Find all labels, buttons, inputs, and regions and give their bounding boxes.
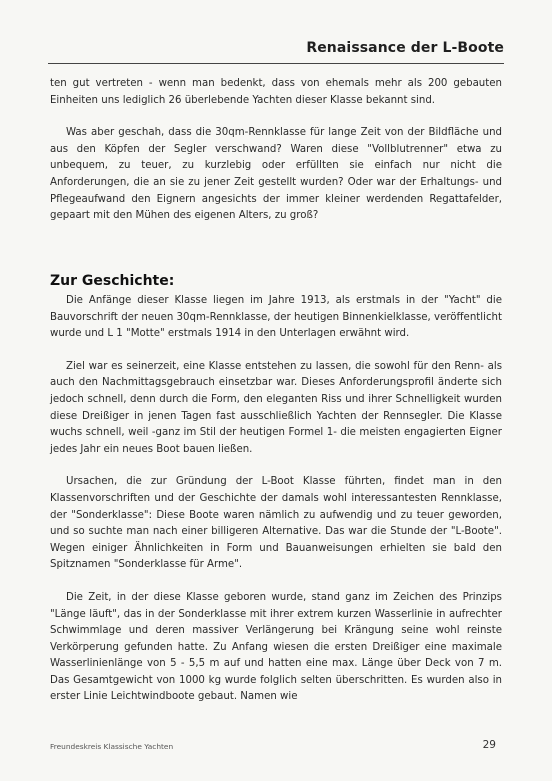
footer-publication: Freundeskreis Klassische Yachten bbox=[50, 742, 174, 751]
section-heading: Zur Geschichte: bbox=[50, 273, 175, 289]
paragraph: Die Anfänge dieser Klasse liegen im Jahre 1913, als erstmals in der "Yacht" die Bauvorschrift der neuen 30qm-Rennklasse, der heutigen Binnenkielklasse, veröffentlicht wurde und L 1 "Motte" erstmals 1914 in den Unterlagen erwähnt wird. bbox=[50, 295, 502, 340]
page-number: 29 bbox=[482, 739, 496, 751]
paragraph: Ursachen, die zur Gründung der L-Boot Klasse führten, findet man in den Klassenvorschriften und der Geschichte der damals wohl interessantesten Rennklasse, der "Sonderklasse": Diese Boote waren nämlich zu aufwendig und zu teuer geworden, und so suchte man nach einer billigeren Alternative. Das war die Stunde der "L-Boote". Wegen einiger Ähnlichkeiten in Form und Bauanweisungen erhielten sie bald den Spitznamen "Sonderklasse für Arme". bbox=[50, 476, 502, 571]
paragraph: Ziel war es seinerzeit, eine Klasse entstehen zu lassen, die sowohl für den Renn- als auch den Nachmittagsgebrauch einsetzbar war. Dieses Anforderungsprofil änderte sich jedoch schnell, denn durch die Form, den eleganten Riss und ihrer Schnelligkeit wurden diese Dreißiger in jenen Tagen fast ausschließlich Yachten der Rennsegler. Die Klasse wuchs schnell, weil -ganz im Stil der heutigen Formel 1- die meisten engagierten Eigner jedes Jahr ein neues Boot bauen ließen. bbox=[50, 360, 502, 455]
paragraph: Was aber geschah, dass die 30qm-Rennklasse für lange Zeit von der Bildfläche und aus den Köpfen der Segler verschwand? Waren diese "Vollblutrenner" etwa zu unbequem, zu teuer, zu kurzlebig oder erfüllten sie einfach nur nicht die Anforderungen, die an sie zu jener Zeit gestellt wurden? Oder war der Erhaltungs- und Pflegeaufwand den Eignern angesichts der immer kleiner werdenden Regattafelder, gepaart mit den Mühen des eigenen Alters, zu groß? bbox=[50, 127, 502, 222]
paragraph: ten gut vertreten - wenn man bedenkt, dass von ehemals mehr als 200 gebauten Einheiten uns lediglich 26 überlebende Yachten dieser Klasse bekannt sind. bbox=[50, 78, 502, 106]
running-title: Renaissance der L-Boote bbox=[306, 40, 504, 56]
paragraph: Die Zeit, in der diese Klasse geboren wurde, stand ganz im Zeichen des Prinzips "Länge läuft", das in der Sonderklasse mit ihrer extrem kurzen Wasserlinie in aufrechter Schwimmlage und deren massiver Verlängerung bei Krängung seine wohl reinste Verkörperung gefunden hatte. Zu Anfang wiesen die ersten Dreißiger eine maximale Wasserlinienlänge von 5 - 5,5 m auf und hatten eine max. Länge über Deck von 7 m. Das Gesamtgewicht von 1000 kg wurde folglich selten überschritten. Es wurden also in erster Linie Leichtwindboote gebaut. Namen wie bbox=[50, 591, 502, 703]
intro-text bbox=[50, 76, 502, 225]
header-rule bbox=[48, 63, 504, 64]
section-text bbox=[50, 293, 502, 706]
